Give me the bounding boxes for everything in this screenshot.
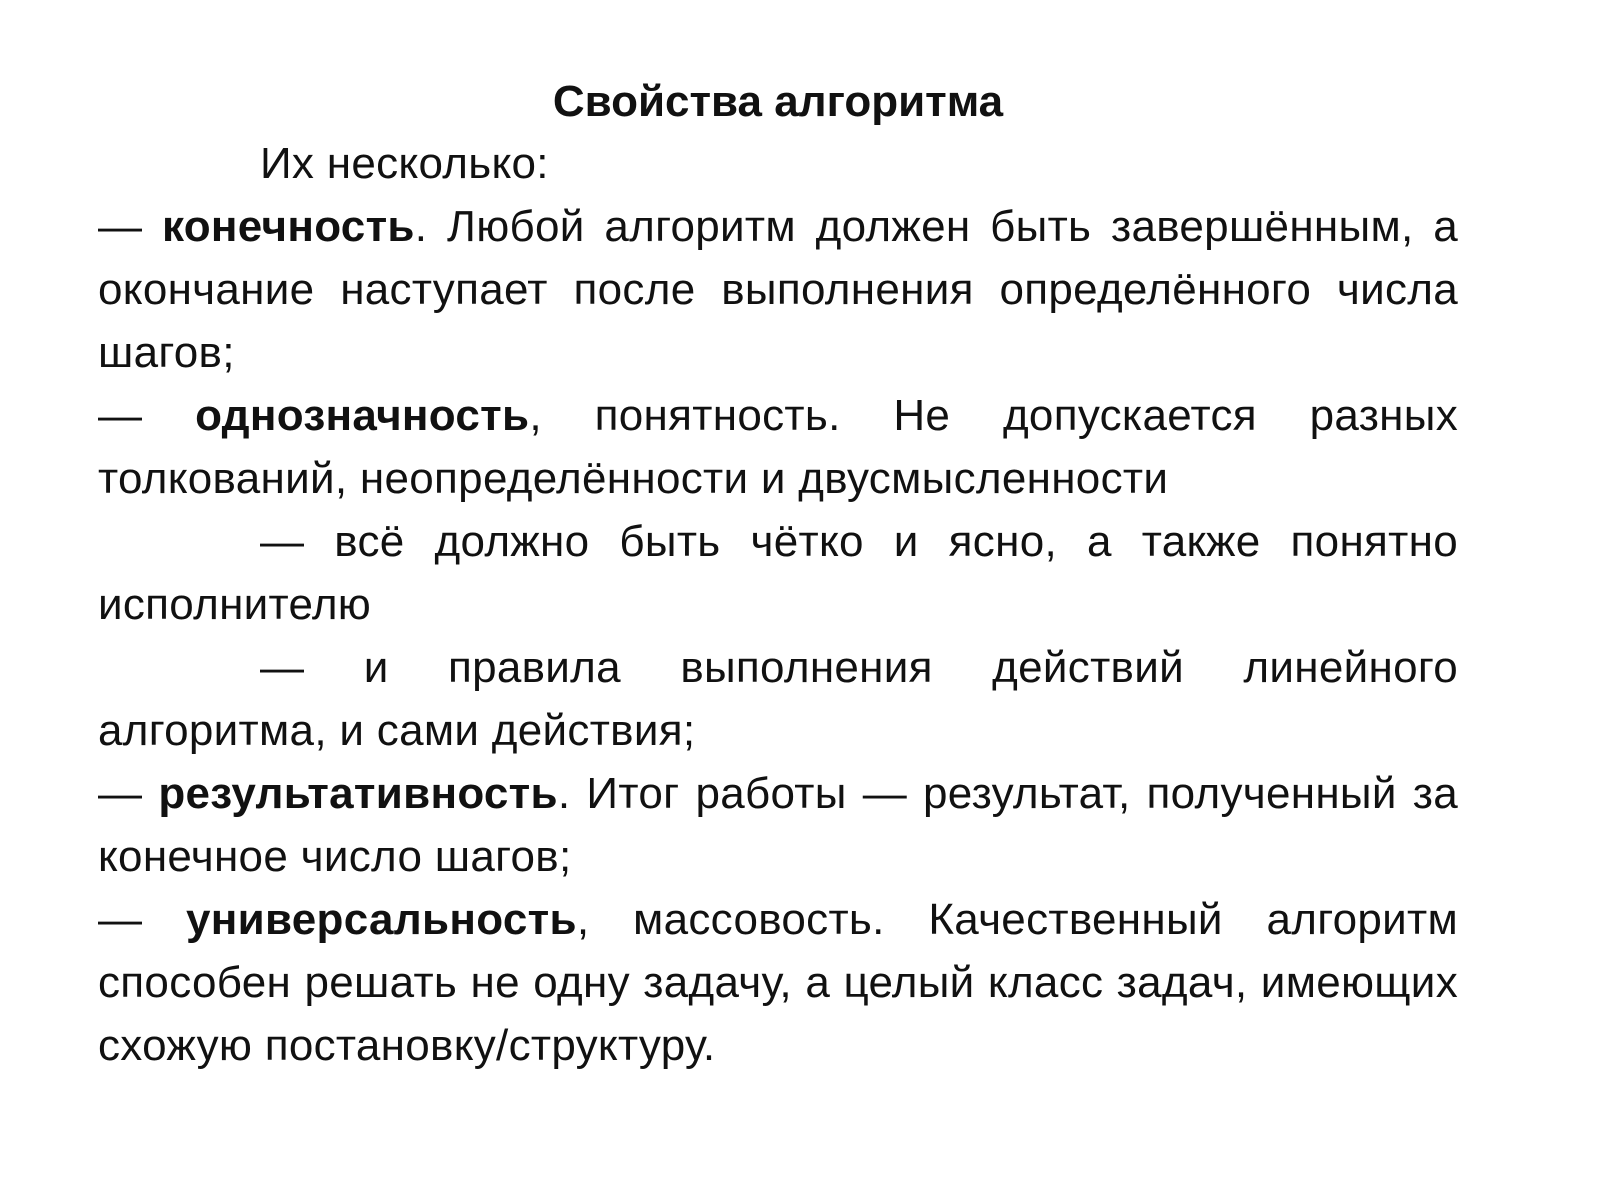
rules-note: — и правила выполнения действий линейного алгоритма, и сами действия; [98, 643, 1458, 755]
property-text: , понятность. Не допускается разных толкований, неопределённости и двусмысленности [98, 391, 1459, 503]
dash: — [98, 895, 186, 944]
property-finiteness [98, 195, 1458, 384]
dash: — [98, 769, 159, 818]
term-unambiguity: однозначность [195, 391, 530, 440]
clarity-note: — всё должно быть чётко и ясно, а также понятно исполнителю [98, 517, 1458, 629]
intro-line: Их несколько: [260, 139, 549, 188]
document-title: Свойства алгоритма [552, 77, 1004, 126]
term-effectiveness: результативность [158, 769, 558, 818]
property-text: . Итог работы — результат, полученный за конечное число шагов; [98, 769, 1459, 881]
dash: — [98, 391, 196, 440]
term-universality: универсальность [185, 895, 577, 944]
property-text: . Любой алгоритм должен быть завершённым, а окончание наступает после выполнения определённого числа шагов; [98, 202, 1458, 377]
dash: — [98, 202, 163, 251]
property-text: , массовость. Качественный алгоритм способен решать не одну задачу, а целый класс задач, имеющих схожую постановку/структуру. [98, 895, 1459, 1070]
property-effectiveness [98, 762, 1458, 888]
document-page [98, 72, 1458, 1077]
property-unambiguity [98, 384, 1458, 510]
term-finiteness: конечность [162, 202, 415, 251]
property-universality [98, 888, 1458, 1077]
